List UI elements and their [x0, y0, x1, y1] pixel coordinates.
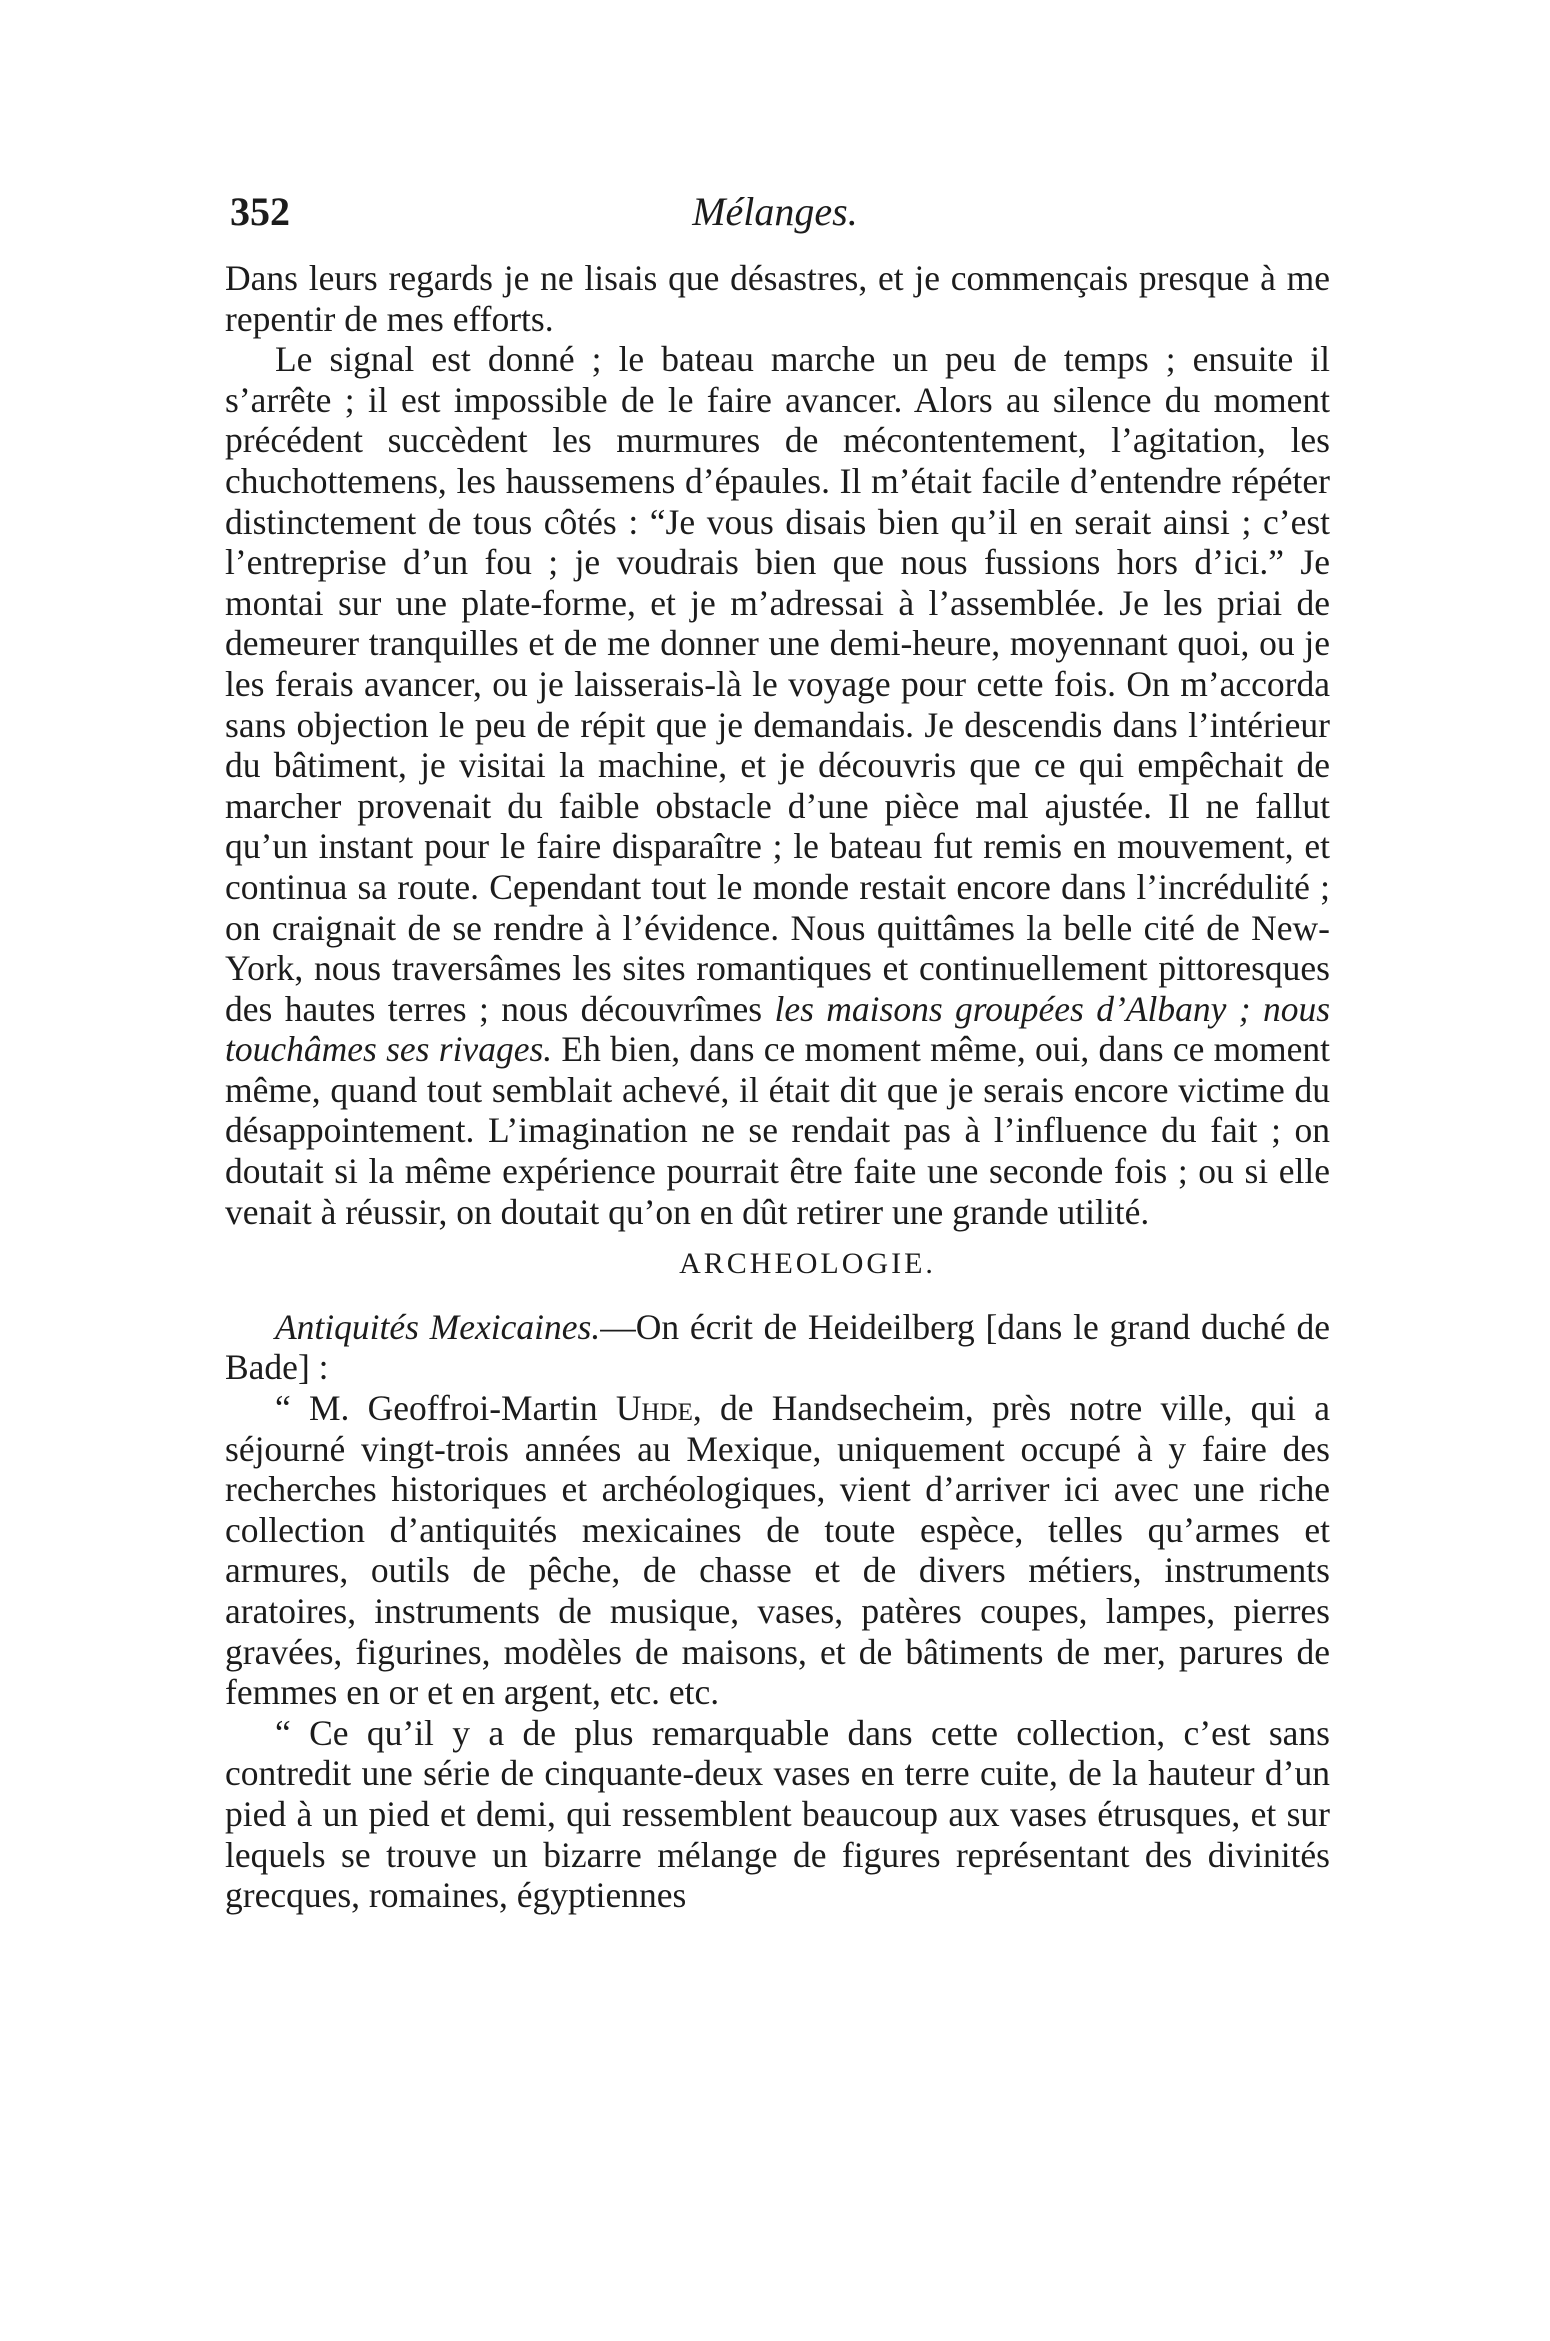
paragraph-collection: [225, 1388, 1330, 1713]
article-intro: —On écrit de Heideilberg [dans le grand duché de Bade] :: [225, 1306, 1330, 1388]
paragraph-continuation: Dans leurs regards je ne lisais que désastres, et je commençais presque à me repentir de mes efforts.: [225, 258, 1330, 339]
article-title: Antiquités Mexicaines.: [275, 1306, 601, 1347]
paragraph-steamboat: [225, 339, 1330, 1232]
page-number: 352: [230, 189, 290, 234]
paragraph-text: Le signal est donné ; le bateau marche un peu de temps ; ensuite il s’arrête ; il est impossible de le faire avancer. Alors au silence du moment précédent succèdent les murmures de mécontentement, l’agitation, les chuchottemens, les haussemens d’épaules. Il m’était facile d’entendre répéter distinctement de tous côtés : “Je vous disais bien qu’il en serait ainsi ; c’est l’entreprise d’un fou ; je voudrais bien que nous fussions hors d’ici.” Je montai sur une plate-forme, et je m’adressai à l’assemblée. Je les priai de demeurer tranquilles et de me donner une demi-heure, moyennant quoi, ou je les ferais avancer, ou je laisserais-là le voyage pour cette fois. On m’accorda sans objection le peu de répit que je demandais. Je descendis dans l’intérieur du bâtiment, je visitai la machine, et je découvris que ce qui empêchait de marcher provenait du faible obstacle d’une pièce mal ajustée. Il ne fallut qu’un instant pour le faire disparaître ; le bateau fut remis en mouvement, et continua sa route. Cependant tout le monde restait encore dans l’incrédulité ; on craignait de se rendre à l’évidence. Nous quittâmes la belle cité de New-York, nous traversâmes les sites romantiques et continuellement pittoresques des hautes terres ; nous découvrîmes: [225, 339, 1330, 1029]
section-heading: ARCHEOLOGIE.: [679, 1247, 936, 1281]
paragraph-antiquites: [225, 1307, 1330, 1388]
person-name: Uhde: [615, 1388, 693, 1429]
body-text: [225, 258, 1330, 1916]
quote-start: “ M. Geoffroi-Martin: [275, 1388, 598, 1429]
paragraph-text: , de Handsecheim, près notre ville, qui a séjourné vingt-trois années au Mexique, uniquement occupé à y faire des recherches historiques et archéologiques, vient d’arriver ici avec une riche collection d’antiquités mexicaines de toute espèce, telles qu’armes et armures, outils de pêche, de chasse et de divers métiers, instruments aratoires, instruments de musique, vases, patères coupes, lampes, pierres gravées, figurines, modèles de maisons, et de bâtiments de mer, parures de femmes en or et en argent, etc. etc.: [225, 1388, 1331, 1713]
running-head: Mélanges.: [692, 189, 858, 234]
paragraph-vases: “ Ce qu’il y a de plus remarquable dans cette collection, c’est sans contredit une série de cinquante-deux vases en terre cuite, de la hauteur d’un pied à un pied et demi, qui ressemblent beaucoup aux vases étrusques, et sur lequels se trouve un bizarre mélange de figures représentant des divinités grecques, romaines, égyptiennes: [225, 1712, 1330, 1916]
italic-passage: les maisons groupées d’Albany ; nous touchâmes ses rivages.: [225, 988, 1331, 1070]
page-header: [220, 188, 1330, 248]
paragraph-text-end: Eh bien, dans ce moment même, oui, dans ce moment même, quand tout semblait achevé, il était dit que je serais encore victime du désappointement. L’imagination ne se rendait pas à l’influence du fait ; on doutait si la même expérience pourrait être faite une seconde fois ; ou si elle venait à réussir, on doutait qu’on en dût retirer une grande utilité.: [225, 1029, 1330, 1232]
